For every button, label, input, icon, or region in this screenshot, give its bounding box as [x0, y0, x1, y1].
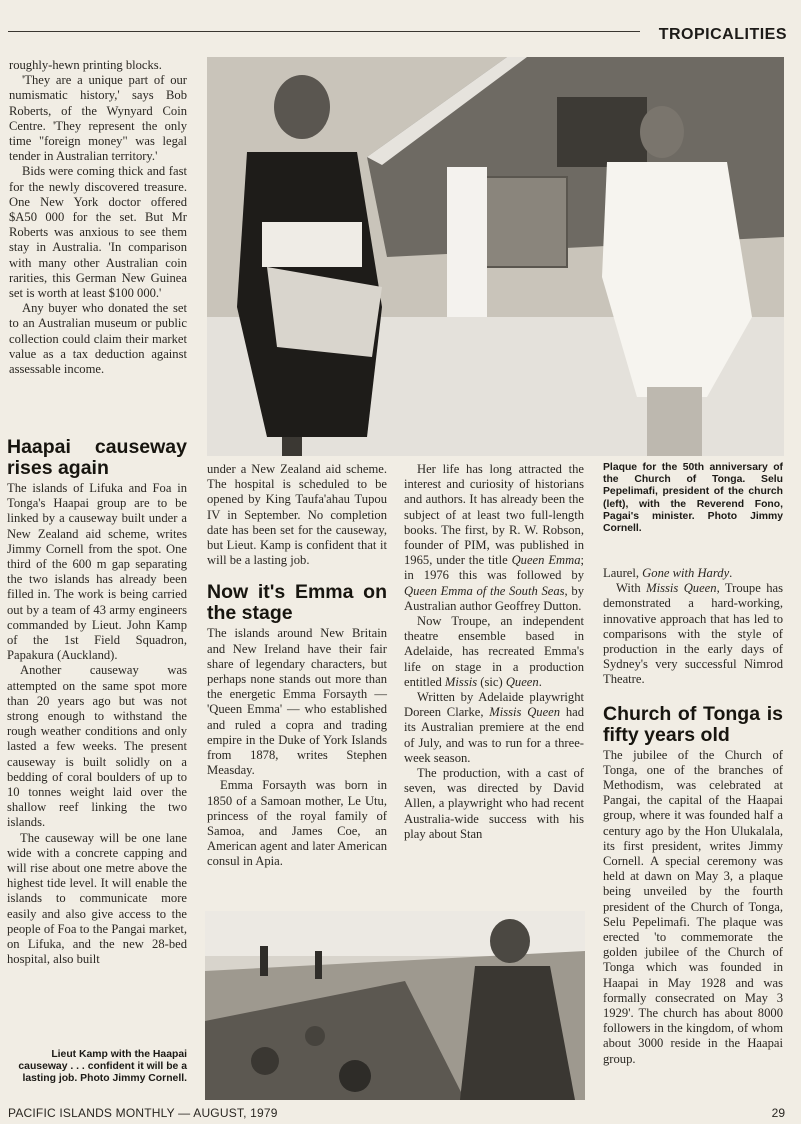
- haapai-article-col1: [7, 437, 187, 968]
- section-title: TROPICALITIES: [658, 26, 787, 43]
- coin-paragraph: 'They are a unique part of our numismatic history,' says Bob Roberts, of the Wynyard Coin Centre. 'They represent the only time "foreign money" was legal tender in Australian territory.': [9, 73, 187, 164]
- haapai-photo-caption: Lieut Kamp with the Haapai causeway . . . confident it will be a lasting job. Photo Jimmy Cornell.: [18, 1049, 187, 1085]
- plaque-photo-caption: Plaque for the 50th anniversary of the Church of Tonga. Selu Pepelimafi, president of the church (left), with the Reverend Fono, Pagai's minister. Photo Jimmy Cornell.: [603, 462, 783, 535]
- emma-headline: Now it's Emma on the stage: [207, 581, 387, 625]
- haapai-headline: Haapai causeway rises again: [7, 436, 187, 479]
- emma-paragraph: Emma Forsayth was born in 1850 of a Samoan mother, Le Utu, princess of the royal family of Samoa, and James Coe, an American agent and later American consul in Apia.: [207, 778, 387, 869]
- coin-paragraph: Bids were coming thick and fast for the newly discovered treasure. One New York doctor offered $A50 000 for the set. But Mr Roberts was anxious to see them stay in Australia. 'In comparison with many other Australian coin rarities, this German New Guinea set is worth at least $100 000.': [9, 164, 187, 301]
- plaque-photo-illustration: [207, 57, 784, 456]
- book-title: Queen Emma: [511, 553, 581, 568]
- emma-paragraph: The production, with a cast of seven, was directed by David Allen, a playwright who had recent Australia-wide success with his play about Stan: [404, 766, 584, 841]
- play-title: Gone with Hardy: [642, 566, 730, 580]
- haapai-paragraph: Another causeway was attempted on the same spot more than 20 years ago but was not strong enough to withstand the rough weather conditions and only lasted a few weeks. The present causeway is built solidly on a bedding of coral boulders of up to 10 tonnes weight laid over the shallow reef linking the two islands.: [7, 663, 187, 830]
- haapai-paragraph: The islands of Lifuka and Foa in Tonga's Haapai group are to be linked by a causeway built under a New Zealand aid scheme, writes Jimmy Cornell from the spot. One third of the 600 m gap separating the two islands has already been filled in. The work is being carried out by a team of 43 army engineers commanded by Lieut. John Kamp of the 1st Field Squadron, Papakura (Auckland).: [7, 481, 187, 663]
- play-title: Missis Queen: [489, 705, 561, 720]
- plaque-photo: [207, 57, 784, 456]
- emma-paragraph: The islands around New Britain and New Ireland have their fair share of legendary characters, but perhaps none stands out more than the energetic Emma Forsayth — 'Queen Emma' — who established and ruled a copra and trading empire in the Duke of York Islands from 1878, writes Stephen Measday.: [207, 626, 387, 778]
- middle-column-2: [207, 462, 387, 870]
- causeway-photo: [205, 911, 585, 1100]
- coin-paragraph: Any buyer who donated the set to an Australian museum or public collection could claim their market value as a tax deduction against assessable income.: [9, 301, 187, 377]
- tonga-headline: Church of Tonga is fifty years old: [603, 702, 783, 746]
- tonga-paragraph: The jubilee of the Church of Tonga, one of the branches of Methodism, was celebrated at Pangai, the capital of the Haapai group, where it was founded half a century ago by the Hon Ulukalala, its first president, writes Jimmy Cornell. A special ceremony was held at dawn on May 3, a plaque being unveiled by the fourth president of the Church of Tonga, Selu Pepelimafi. The plaque was erected 'to commemorate the golden jubilee of the Church of Tonga which was founded in Haapai in May 1928 and was formally consecrated on May 3 1929'. The church has about 8000 followers in the kingdom, of whom about 3000 reside in the Haapai group.: [603, 747, 783, 1066]
- coin-paragraph: roughly-hewn printing blocks.: [9, 58, 162, 72]
- emma-paragraph: Her life has long attracted the interest and curiosity of historians and authors. It has already been the subject of at least two full-length books. The first, by R. W. Robson, founder of PIM, was published in 1965, under the title Queen Emma; in 1976 this was followed by Queen Emma of the South Seas, by Australian author Geoffrey Dutton.: [404, 462, 585, 613]
- coin-story-continuation: [9, 58, 187, 377]
- play-title: Missis: [444, 674, 478, 689]
- causeway-photo-illustration: [205, 911, 585, 1100]
- play-title: Missis Queen: [646, 581, 717, 596]
- emma-paragraph: Now Troupe, an independent theatre ensemble based in Adelaide, has recreated Emma's life on stage in a production entitled Missis (sic) Queen.: [404, 614, 584, 689]
- publication-footer: PACIFIC ISLANDS MONTHLY — AUGUST, 1979: [8, 1106, 278, 1120]
- middle-column-3: [404, 462, 584, 842]
- haapai-paragraph: The causeway will be one lane wide with a concrete capping and will rise about one metre above the highest tide level. It will enable the islands to communicate more easily and also give access to the people of Foa to the Pangai market, on Lifuka, and the new 28-bed hospital, also built: [7, 830, 187, 967]
- book-title: Queen Emma of the South Seas: [404, 583, 565, 598]
- page-number: 29: [771, 1106, 785, 1120]
- right-column: [603, 566, 783, 1067]
- play-title: Queen: [505, 674, 539, 689]
- header-rule: [8, 31, 640, 32]
- emma-paragraph: Laurel, Gone with Hardy.: [603, 566, 733, 580]
- emma-paragraph: With Missis Queen, Troupe has demonstrated a hard-working, innovative approach that has led to comparisons with the style of production in the early days of Sydney's very successful Nimrod Theatre.: [603, 581, 783, 687]
- haapai-continuation: under a New Zealand aid scheme. The hospital is scheduled to be opened by King Taufa'ahau Tupou IV in September. No completion date has been set for the causeway, but Lieut. Kamp is confident that it will be a lasting job.: [207, 462, 387, 568]
- emma-paragraph: Written by Adelaide playwright Doreen Clarke, Missis Queen had its Australian premiere at the end of July, and was to run for a three-week season.: [404, 690, 584, 765]
